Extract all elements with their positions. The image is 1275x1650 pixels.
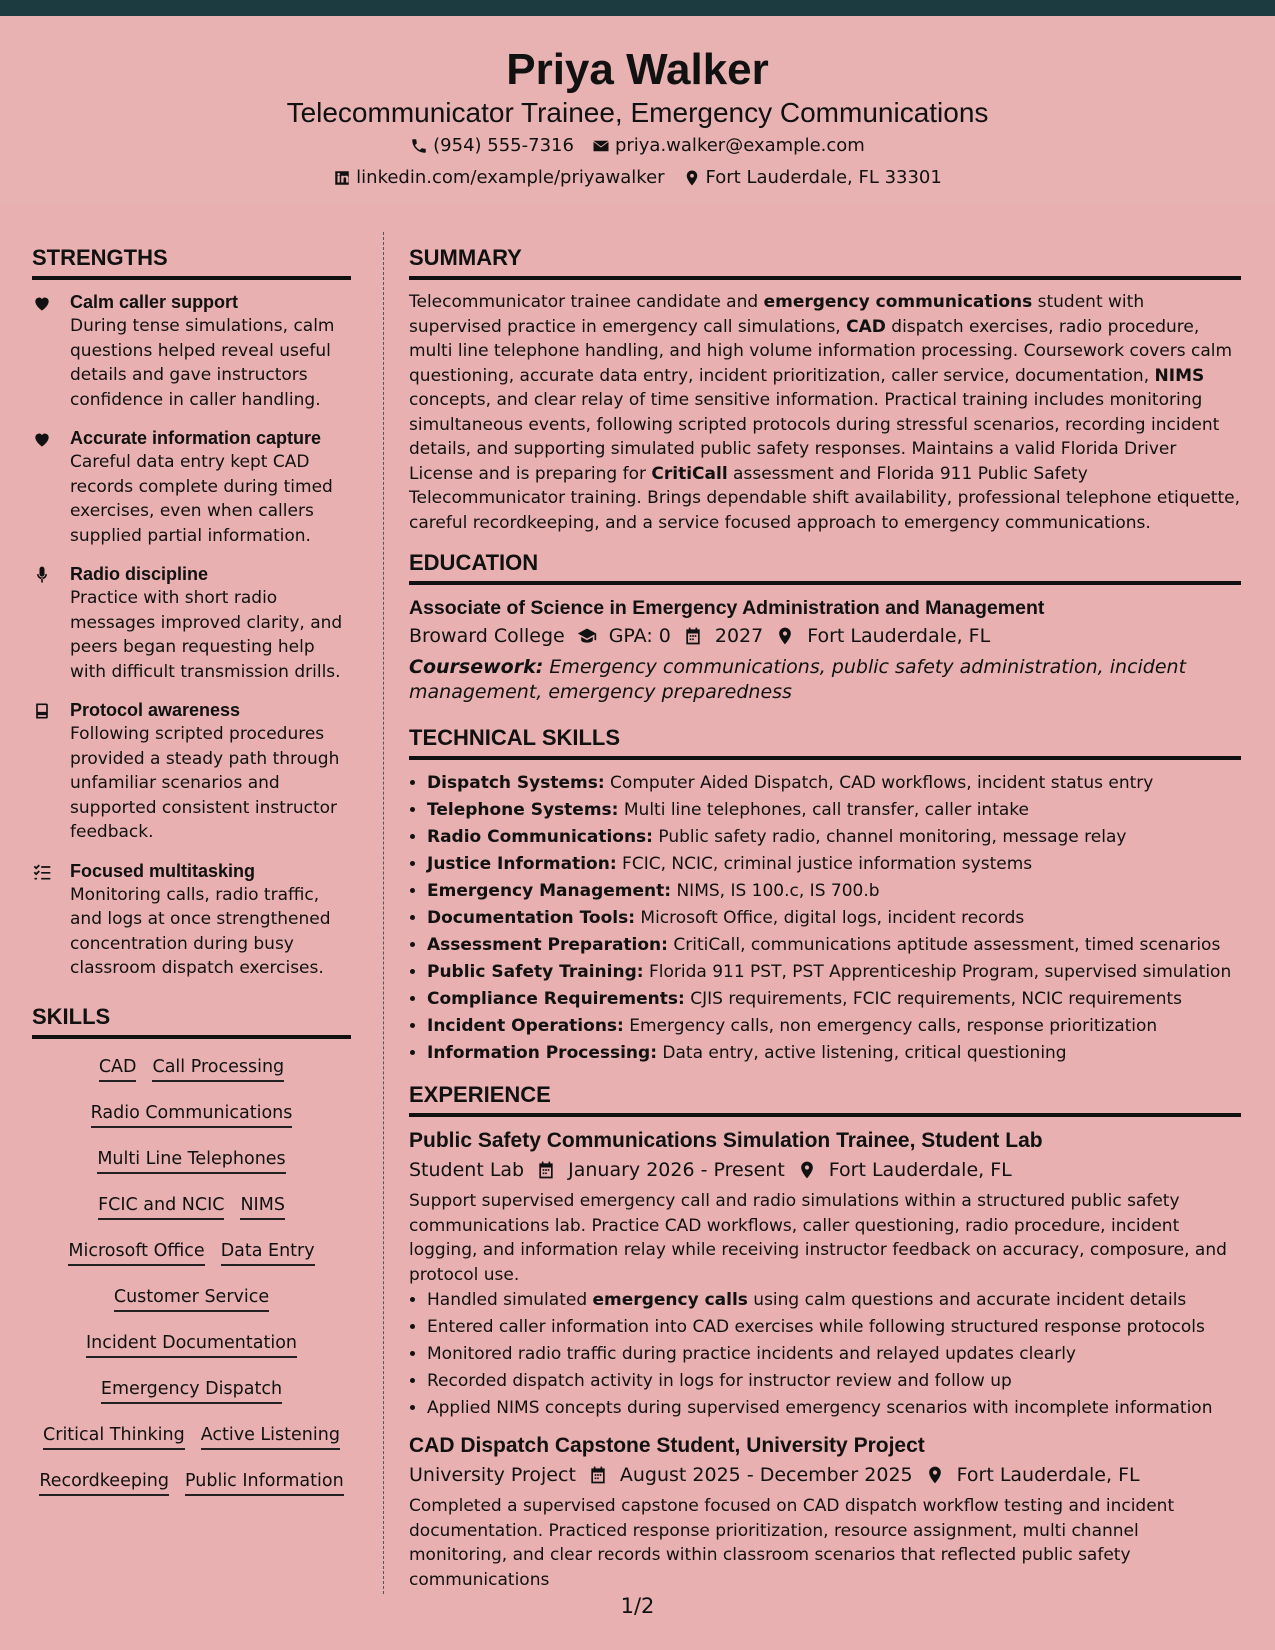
strength-text: Careful data entry kept CAD records complete during timed exercises, even when callers supplied partial information. bbox=[70, 452, 333, 546]
list-item: • Applied NIMS concepts during supervised emergency scenarios with incomplete information bbox=[427, 1395, 1241, 1422]
location-contact bbox=[683, 166, 942, 190]
job-location: Fort Lauderdale, FL bbox=[797, 1155, 1012, 1185]
list-item: • Documentation Tools: Microsoft Office, digital logs, incident records bbox=[427, 905, 1241, 932]
contact-row-1 bbox=[0, 134, 1275, 158]
email-contact[interactable] bbox=[592, 134, 865, 158]
microphone-icon bbox=[32, 565, 52, 585]
location-text: Fort Lauderdale, FL 33301 bbox=[705, 167, 942, 188]
education-section bbox=[409, 595, 1241, 704]
map-pin-icon bbox=[683, 169, 701, 187]
right-column bbox=[409, 244, 1241, 1592]
list-item: • Emergency Management: NIMS, IS 100.c, IS 700.b bbox=[427, 878, 1241, 905]
skill-tag: Incident Documentation bbox=[86, 1331, 297, 1358]
calendar-icon bbox=[536, 1160, 556, 1180]
heart-icon bbox=[32, 293, 52, 313]
graduation-year: 2027 bbox=[683, 621, 763, 651]
job-entry bbox=[409, 1127, 1241, 1422]
skills-list bbox=[32, 1049, 351, 1496]
strength-item bbox=[32, 562, 351, 684]
strengths-list bbox=[32, 290, 351, 981]
skill-tag: Emergency Dispatch bbox=[101, 1377, 282, 1404]
checklist-icon bbox=[32, 862, 52, 882]
strength-text: Following scripted procedures provided a steady path through unfamiliar scenarios and supported consistent instructor feedback. bbox=[70, 724, 340, 842]
list-item: • Compliance Requirements: CJIS requirements, FCIC requirements, NCIC requirements bbox=[427, 986, 1241, 1013]
candidate-name: Priya Walker bbox=[506, 45, 769, 94]
job-meta bbox=[409, 1155, 1241, 1185]
job-meta bbox=[409, 1460, 1241, 1490]
job-bullets bbox=[409, 1287, 1241, 1422]
degree-title: Associate of Science in Emergency Administration and Management bbox=[409, 597, 1045, 619]
job-org: Student Lab bbox=[409, 1159, 525, 1181]
job-org: University Project bbox=[409, 1464, 576, 1486]
list-item: • Handled simulated emergency calls using calm questions and accurate incident details bbox=[427, 1287, 1241, 1314]
strength-title: Radio discipline bbox=[70, 564, 209, 584]
strength-item bbox=[32, 290, 351, 412]
strength-title: Focused multitasking bbox=[70, 860, 256, 881]
book-icon bbox=[32, 701, 52, 721]
skill-tag: Customer Service bbox=[114, 1285, 269, 1312]
list-item: • Incident Operations: Emergency calls, non emergency calls, response prioritization bbox=[427, 1013, 1241, 1040]
education-heading: EDUCATION bbox=[409, 549, 1241, 585]
job-description: Support supervised emergency call and radio simulations within a structured public safety communications lab. Practice CAD workflows, caller questioning, radio procedure, incident logging, and information relay while receiving instructor feedback on accuracy, composure, and protocol use. bbox=[409, 1191, 1227, 1285]
strength-title: Protocol awareness bbox=[70, 700, 241, 720]
strength-text: During tense simulations, calm questions helped reveal useful details and gave instructors confidence in caller handling. bbox=[70, 316, 335, 410]
top-bar bbox=[0, 0, 1275, 16]
skill-tag: Radio Communications bbox=[91, 1101, 293, 1128]
envelope-icon bbox=[592, 137, 610, 155]
job-dates: August 2025 - December 2025 bbox=[588, 1460, 913, 1490]
strength-item bbox=[32, 426, 351, 548]
linkedin-icon bbox=[333, 169, 351, 187]
skill-tag: Multi Line Telephones bbox=[97, 1147, 285, 1174]
summary-heading: SUMMARY bbox=[409, 244, 1241, 280]
education-meta bbox=[409, 621, 1241, 651]
left-column bbox=[32, 244, 351, 1515]
list-item: • Assessment Preparation: CritiCall, communications aptitude assessment, timed scenarios bbox=[427, 932, 1241, 959]
experience-section bbox=[409, 1127, 1241, 1592]
skill-tag: Microsoft Office bbox=[68, 1239, 204, 1266]
list-item: • Public Safety Training: Florida 911 PST, PST Apprenticeship Program, supervised simulation bbox=[427, 959, 1241, 986]
phone-text: (954) 555-7316 bbox=[433, 135, 574, 156]
strength-item bbox=[32, 698, 351, 845]
summary-text: Telecommunicator trainee candidate and emergency communications student with supervised practice in emergency call simulations, CAD dispatch exercises, radio procedure, multi line telephone handling, and high volume information processing. Coursework covers calm questioning, accurate data entry, incident prioritization, caller service, documentation, NIMS concepts, and clear relay of time sensitive information. Practical training includes monitoring simultaneous events, following scripted protocols during stressful scenarios, recording incident details, and supporting simulated public safety responses. Maintains a valid Florida Driver License and is preparing for CritiCall assessment and Florida 911 Public Safety Telecommunicator training. Brings dependable shift availability, professional telephone etiquette, careful recordkeeping, and a service focused approach to emergency communications. bbox=[409, 292, 1240, 533]
skill-tag: NIMS bbox=[240, 1193, 284, 1220]
technical-skills-list bbox=[409, 770, 1241, 1067]
skill-tag: Public Information bbox=[185, 1469, 344, 1496]
strength-title: Accurate information capture bbox=[70, 428, 322, 448]
phone-icon bbox=[410, 137, 428, 155]
map-pin-icon bbox=[925, 1465, 945, 1485]
school: Broward College bbox=[409, 625, 565, 647]
resume-header bbox=[0, 16, 1275, 204]
strength-text: Monitoring calls, radio traffic, and logs at once strengthened concentration during busy classroom dispatch exercises. bbox=[70, 884, 331, 978]
page-number: 1/2 bbox=[620, 1594, 655, 1618]
skills-heading: SKILLS bbox=[32, 1003, 351, 1039]
list-item: • Dispatch Systems: Computer Aided Dispatch, CAD workflows, incident status entry bbox=[427, 770, 1241, 797]
skill-tag: CAD bbox=[99, 1055, 137, 1082]
linkedin-contact[interactable] bbox=[333, 166, 664, 190]
contact-row-2 bbox=[0, 166, 1275, 190]
map-pin-icon bbox=[797, 1160, 817, 1180]
list-item: • Information Processing: Data entry, active listening, critical questioning bbox=[427, 1040, 1241, 1067]
column-divider bbox=[383, 232, 384, 1594]
skill-tag: Critical Thinking bbox=[43, 1423, 185, 1450]
email-text: priya.walker@example.com bbox=[614, 135, 865, 156]
graduation-cap-icon bbox=[577, 626, 597, 646]
skill-tag: Data Entry bbox=[221, 1239, 315, 1266]
technical-skills-heading: TECHNICAL SKILLS bbox=[409, 724, 1241, 760]
job-title: Public Safety Communications Simulation Trainee, Student Lab bbox=[409, 1129, 1043, 1152]
list-item: • Recorded dispatch activity in logs for instructor review and follow up bbox=[427, 1368, 1241, 1395]
job-location: Fort Lauderdale, FL bbox=[925, 1460, 1140, 1490]
linkedin-text: linkedin.com/example/priyawalker bbox=[356, 167, 665, 188]
calendar-icon bbox=[683, 626, 703, 646]
strength-title: Calm caller support bbox=[70, 292, 239, 312]
experience-heading: EXPERIENCE bbox=[409, 1081, 1241, 1117]
summary-section bbox=[409, 290, 1241, 535]
education-location: Fort Lauderdale, FL bbox=[775, 621, 990, 651]
strength-text: Practice with short radio messages improved clarity, and peers began requesting help with difficult transmission drills. bbox=[70, 588, 343, 682]
job-title: CAD Dispatch Capstone Student, University Project bbox=[409, 1434, 925, 1457]
coursework: Coursework: Emergency communications, public safety administration, incident management, emergency preparedness bbox=[409, 656, 1187, 703]
strength-item bbox=[32, 859, 351, 981]
candidate-title: Telecommunicator Trainee, Emergency Communications bbox=[286, 97, 989, 128]
list-item: • Justice Information: FCIC, NCIC, criminal justice information systems bbox=[427, 851, 1241, 878]
job-description: Completed a supervised capstone focused on CAD dispatch workflow testing and incident documentation. Practiced response prioritization, resource assignment, multi channel monitoring, and clear records within classroom scenarios that reflected public safety communications bbox=[409, 1496, 1175, 1590]
heart-icon bbox=[32, 429, 52, 449]
map-pin-icon bbox=[775, 626, 795, 646]
list-item: • Entered caller information into CAD exercises while following structured response protocols bbox=[427, 1314, 1241, 1341]
job-dates: January 2026 - Present bbox=[536, 1155, 785, 1185]
skill-tag: Recordkeeping bbox=[39, 1469, 169, 1496]
skill-tag: Active Listening bbox=[201, 1423, 340, 1450]
list-item: • Telephone Systems: Multi line telephones, call transfer, caller intake bbox=[427, 797, 1241, 824]
skill-tag: FCIC and NCIC bbox=[98, 1193, 224, 1220]
gpa: GPA: 0 bbox=[577, 621, 671, 651]
list-item: • Radio Communications: Public safety radio, channel monitoring, message relay bbox=[427, 824, 1241, 851]
list-item: • Monitored radio traffic during practice incidents and relayed updates clearly bbox=[427, 1341, 1241, 1368]
skill-tag: Call Processing bbox=[152, 1055, 284, 1082]
phone-contact[interactable] bbox=[410, 134, 574, 158]
job-entry bbox=[409, 1432, 1241, 1592]
calendar-icon bbox=[588, 1465, 608, 1485]
strengths-heading: STRENGTHS bbox=[32, 244, 351, 280]
